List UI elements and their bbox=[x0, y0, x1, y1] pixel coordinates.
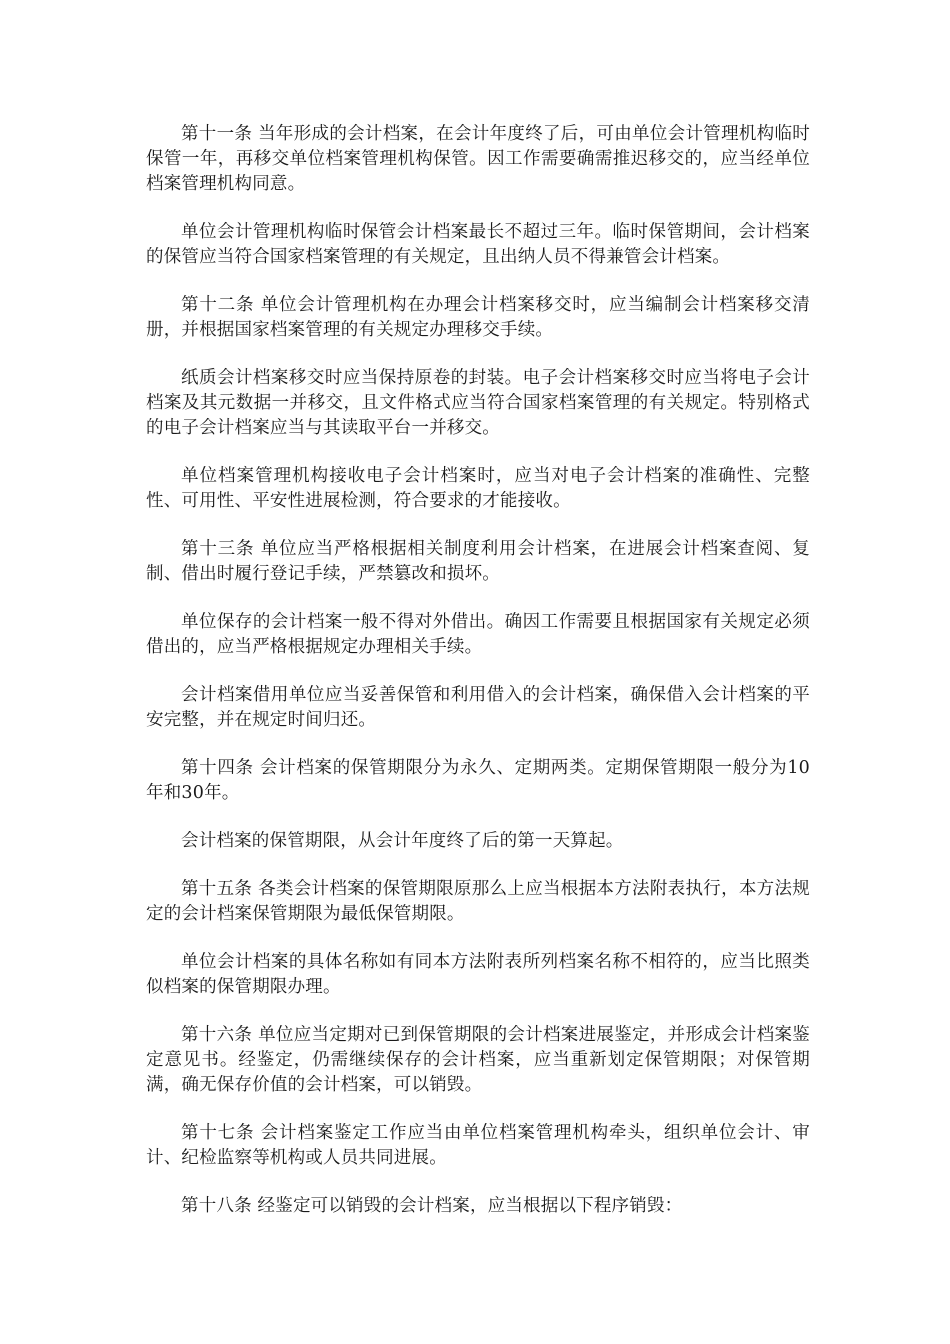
article-16-paragraph: 第十六条 单位应当定期对已到保管期限的会计档案进展鉴定，并形成会计档案鉴定意见书。经鉴定，仍需继续保存的会计档案，应当重新划定保管期限；对保管期满，确无保存价值的会计档案，可以销毁。 bbox=[146, 1025, 810, 1095]
article-17-paragraph: 第十七条 会计档案鉴定工作应当由单位档案管理机构牵头，组织单位会计、审计、纪检监察等机构或人员共同进展。 bbox=[146, 1123, 810, 1168]
article-15-paragraph: 第十五条 各类会计档案的保管期限原那么上应当根据本方法附表执行，本方法规定的会计档案保管期限为最低保管期限。 bbox=[146, 879, 810, 924]
article-13-lending-paragraph: 单位保存的会计档案一般不得对外借出。确因工作需要且根据国家有关规定必须借出的，应当严格根据规定办理相关手续。 bbox=[146, 612, 810, 657]
article-12-electronic-paragraph: 单位档案管理机构接收电子会计档案时，应当对电子会计档案的准确性、完整性、可用性、平安性进展检测，符合要求的才能接收。 bbox=[146, 466, 810, 511]
article-13-borrower-paragraph: 会计档案借用单位应当妥善保管和利用借入的会计档案，确保借入会计档案的平安完整，并在规定时间归还。 bbox=[146, 685, 810, 730]
article-18-paragraph: 第十八条 经鉴定可以销毁的会计档案，应当根据以下程序销毁： bbox=[181, 1196, 683, 1216]
article-11-custody-paragraph: 单位会计管理机构临时保管会计档案最长不超过三年。临时保管期间，会计档案的保管应当符合国家档案管理的有关规定，且出纳人员不得兼管会计档案。 bbox=[146, 222, 810, 267]
article-14-paragraph: 第十四条 会计档案的保管期限分为永久、定期两类。定期保管期限一般分为10年和30年。 bbox=[146, 758, 810, 803]
document-body bbox=[146, 122, 810, 1242]
article-13-paragraph: 第十三条 单位应当严格根据相关制度利用会计档案，在进展会计档案查阅、复制、借出时履行登记手续，严禁篡改和损坏。 bbox=[146, 539, 810, 584]
article-12-paragraph: 第十二条 单位会计管理机构在办理会计档案移交时，应当编制会计档案移交清册，并根据国家档案管理的有关规定办理移交手续。 bbox=[146, 295, 810, 340]
article-12-handover-paragraph: 纸质会计档案移交时应当保持原卷的封装。电子会计档案移交时应当将电子会计档案及其元数据一并移交，且文件格式应当符合国家档案管理的有关规定。特别格式的电子会计档案应当与其读取平台一并移交。 bbox=[146, 368, 810, 438]
article-14-start-paragraph: 会计档案的保管期限，从会计年度终了后的第一天算起。 bbox=[181, 831, 624, 851]
article-15-naming-paragraph: 单位会计档案的具体名称如有同本方法附表所列档案名称不相符的，应当比照类似档案的保管期限办理。 bbox=[146, 952, 810, 997]
article-11-paragraph: 第十一条 当年形成的会计档案，在会计年度终了后，可由单位会计管理机构临时保管一年，再移交单位档案管理机构保管。因工作需要确需推迟移交的，应当经单位档案管理机构同意。 bbox=[146, 124, 810, 194]
